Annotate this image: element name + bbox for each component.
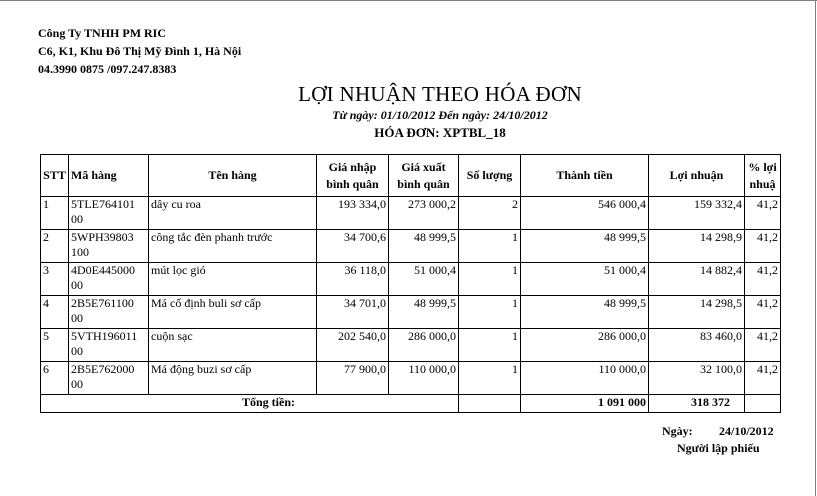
header-pct-line1: % lợi bbox=[748, 159, 777, 174]
row-name: cuộn sạc bbox=[149, 329, 317, 362]
row-profit-percent: 41,2 bbox=[745, 362, 781, 395]
row-buy-price: 193 334,0 bbox=[317, 197, 389, 230]
header-name: Tên hàng bbox=[149, 155, 317, 197]
row-code: 5WPH39803 100 bbox=[69, 230, 149, 263]
header-code: Mã hàng bbox=[69, 155, 149, 197]
row-profit-percent: 41,2 bbox=[745, 197, 781, 230]
row-amount: 48 999,5 bbox=[521, 230, 649, 263]
row-sell-price: 48 999,5 bbox=[389, 230, 459, 263]
row-stt: 2 bbox=[41, 230, 69, 263]
row-buy-price: 77 900,0 bbox=[317, 362, 389, 395]
row-buy-price: 34 701,0 bbox=[317, 296, 389, 329]
row-amount: 546 000,4 bbox=[521, 197, 649, 230]
header-sell-price bbox=[389, 155, 459, 197]
row-quantity: 1 bbox=[459, 263, 521, 296]
row-profit-percent: 41,2 bbox=[745, 230, 781, 263]
table-total-row bbox=[41, 395, 781, 413]
table-row bbox=[41, 197, 781, 230]
row-profit: 14 882,4 bbox=[649, 263, 745, 296]
header-pct-line2: nhuậ bbox=[749, 176, 776, 191]
row-amount: 48 999,5 bbox=[521, 296, 649, 329]
report-invoice-number: HÓA ĐƠN: XPTBL_18 bbox=[374, 125, 506, 140]
row-profit-percent: 41,2 bbox=[745, 263, 781, 296]
total-empty-qty bbox=[459, 395, 521, 413]
row-amount: 110 000,0 bbox=[521, 362, 649, 395]
table-row bbox=[41, 230, 781, 263]
row-quantity: 1 bbox=[459, 296, 521, 329]
header-profit-percent bbox=[745, 155, 781, 197]
header-amount: Thành tiền bbox=[521, 155, 649, 197]
row-code: 5TLE764101 00 bbox=[69, 197, 149, 230]
row-sell-price: 48 999,5 bbox=[389, 296, 459, 329]
row-stt: 5 bbox=[41, 329, 69, 362]
row-sell-price: 51 000,4 bbox=[389, 263, 459, 296]
row-name: dây cu roa bbox=[149, 197, 317, 230]
row-quantity: 1 bbox=[459, 329, 521, 362]
company-name: Công Ty TNHH PM RIC bbox=[38, 26, 167, 40]
row-amount: 51 000,4 bbox=[521, 263, 649, 296]
row-buy-price: 202 540,0 bbox=[317, 329, 389, 362]
table-row bbox=[41, 329, 781, 362]
row-stt: 6 bbox=[41, 362, 69, 395]
footer-date-label: Ngày: bbox=[662, 424, 693, 438]
report-title: LỢI NHUẬN THEO HÓA ĐƠN bbox=[298, 82, 582, 106]
row-quantity: 1 bbox=[459, 362, 521, 395]
company-phone: 04.3990 0875 /097.247.8383 bbox=[38, 62, 177, 76]
table-row bbox=[41, 362, 781, 395]
company-address: C6, K1, Khu Đô Thị Mỹ Đình 1, Hà Nội bbox=[38, 44, 242, 58]
row-quantity: 1 bbox=[459, 230, 521, 263]
row-name: mút lọc gió bbox=[149, 263, 317, 296]
header-buy-price bbox=[317, 155, 389, 197]
row-name: công tắc đèn phanh trước bbox=[149, 230, 317, 263]
header-quantity: Số lượng bbox=[459, 155, 521, 197]
header-profit: Lợi nhuận bbox=[649, 155, 745, 197]
profit-table bbox=[40, 154, 781, 413]
row-buy-price: 34 700,6 bbox=[317, 230, 389, 263]
total-empty-pct bbox=[745, 395, 781, 413]
row-quantity: 2 bbox=[459, 197, 521, 230]
row-stt: 1 bbox=[41, 197, 69, 230]
row-code: 2B5E761100 00 bbox=[69, 296, 149, 329]
total-amount: 1 091 000 bbox=[521, 395, 649, 413]
row-profit-percent: 41,2 bbox=[745, 329, 781, 362]
row-sell-price: 110 000,0 bbox=[389, 362, 459, 395]
header-buy-price-line1: Giá nhập bbox=[328, 159, 377, 174]
row-sell-price: 286 000,0 bbox=[389, 329, 459, 362]
table-row bbox=[41, 296, 781, 329]
header-sell-price-line1: Giá xuất bbox=[401, 159, 446, 174]
row-profit: 32 100,0 bbox=[649, 362, 745, 395]
row-code: 2B5E762000 00 bbox=[69, 362, 149, 395]
row-profit-percent: 41,2 bbox=[745, 296, 781, 329]
total-label: Tổng tiền: bbox=[41, 395, 459, 413]
report-date-range: Từ ngày: 01/10/2012 Đến ngày: 24/10/2012 bbox=[332, 108, 548, 122]
page-border-top bbox=[0, 0, 817, 1]
row-sell-price: 273 000,2 bbox=[389, 197, 459, 230]
footer-date-value: 24/10/2012 bbox=[719, 424, 774, 438]
header-buy-price-line2: bình quân bbox=[326, 176, 379, 191]
row-name: Má động buzi sơ cấp bbox=[149, 362, 317, 395]
row-code: 4D0E445000 00 bbox=[69, 263, 149, 296]
table-header-row bbox=[41, 155, 781, 197]
row-profit: 83 460,0 bbox=[649, 329, 745, 362]
row-name: Má cố định buli sơ cấp bbox=[149, 296, 317, 329]
row-code: 5VTH196011 00 bbox=[69, 329, 149, 362]
row-profit: 14 298,9 bbox=[649, 230, 745, 263]
row-stt: 4 bbox=[41, 296, 69, 329]
table-row bbox=[41, 263, 781, 296]
page-border-right bbox=[815, 0, 816, 496]
row-profit: 14 298,5 bbox=[649, 296, 745, 329]
row-stt: 3 bbox=[41, 263, 69, 296]
row-amount: 286 000,0 bbox=[521, 329, 649, 362]
footer-signer: Người lập phiếu bbox=[677, 441, 760, 455]
header-stt: STT bbox=[41, 155, 69, 197]
total-profit: 318 372 bbox=[649, 395, 745, 413]
company-info bbox=[38, 24, 241, 78]
header-sell-price-line2: bình quân bbox=[397, 176, 450, 191]
row-buy-price: 36 118,0 bbox=[317, 263, 389, 296]
row-profit: 159 332,4 bbox=[649, 197, 745, 230]
